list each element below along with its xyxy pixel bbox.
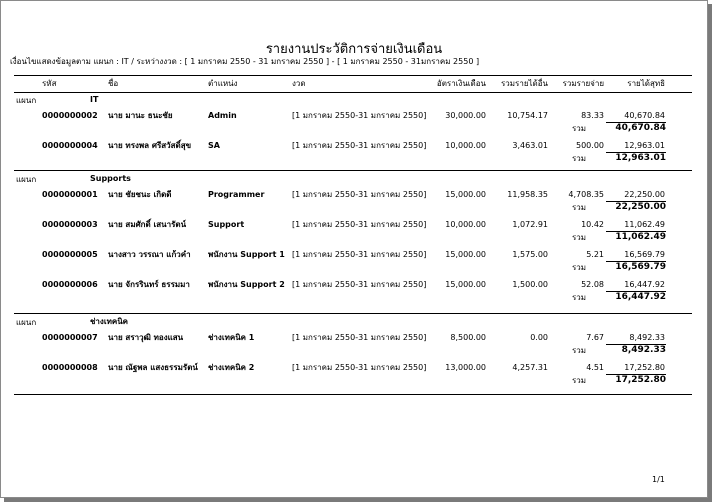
employee-position: พนักงาน Support 1 [208,250,285,259]
employee-code: 0000000001 [42,190,98,199]
col-code: รหัส [42,79,57,88]
employee-net: 16,447.92 [624,280,665,289]
subtotal-label: รวม [572,263,587,272]
employee-period: [1 มกราคม 2550-31 มกราคม 2550] [292,190,427,199]
employee-name: นางสาว วรรณา แก้วคำ [108,250,191,259]
employee-code: 0000000002 [42,111,98,120]
employee-period: [1 มกราคม 2550-31 มกราคม 2550] [292,280,427,289]
employee-net: 16,569.79 [624,250,665,259]
employee-position: พนักงาน Support 2 [208,280,285,289]
employee-code: 0000000008 [42,363,98,372]
employee-net: 12,963.01 [624,141,665,150]
employee-income: 1,500.00 [512,280,548,289]
employee-period: [1 มกราคม 2550-31 มกราคม 2550] [292,363,427,372]
employee-name: นาย ชัยชนะ เกิดดี [108,190,172,199]
employee-salary: 10,000.00 [445,220,486,229]
employee-income: 11,958.35 [507,190,548,199]
employee-salary: 13,000.00 [445,363,486,372]
subtotal-label: รวม [572,233,587,242]
subtotal-value: 40,670.84 [615,123,666,133]
employee-deduct: 10.42 [581,220,604,229]
department-divider [14,313,692,314]
page-shadow-right [708,4,712,500]
employee-deduct: 5.21 [586,250,604,259]
employee-position: Admin [208,111,237,120]
employee-name: นาย ณัฐพล แสงธรรมรัตน์ [108,363,198,372]
department-label: แผนก [16,318,37,327]
employee-net: 11,062.49 [624,220,665,229]
employee-name: นาย จักรรินทร์ ธรรมมา [108,280,190,289]
employee-salary: 15,000.00 [445,280,486,289]
col-net: รายได้สุทธิ [627,79,665,88]
employee-position: Programmer [208,190,265,199]
employee-code: 0000000005 [42,250,98,259]
employee-period: [1 มกราคม 2550-31 มกราคม 2550] [292,111,427,120]
page-number: 1/1 [652,475,665,484]
employee-position: Support [208,220,245,229]
employee-period: [1 มกราคม 2550-31 มกราคม 2550] [292,250,427,259]
col-salary: อัตราเงินเดือน [436,79,486,88]
employee-income: 1,072.91 [512,220,548,229]
subtotal-label: รวม [572,154,587,163]
employee-position: ช่างเทคนิค 2 [208,363,255,372]
page-shadow-bottom [4,498,712,502]
employee-code: 0000000004 [42,141,98,150]
report-title: รายงานประวัติการจ่ายเงินเดือน [265,42,443,57]
employee-deduct: 7.67 [586,333,604,342]
footer-rule [14,394,692,395]
col-position: ตำแหน่ง [208,79,238,88]
subtotal-label: รวม [572,346,587,355]
employee-deduct: 4,708.35 [568,190,604,199]
subtotal-label: รวม [572,203,587,212]
subtotal-value: 12,963.01 [615,153,666,163]
header-bottom-rule [14,92,692,93]
employee-deduct: 52.08 [581,280,604,289]
subtotal-value: 17,252.80 [615,375,666,385]
employee-deduct: 83.33 [581,111,604,120]
employee-name: นาย ทรงพล ศรีสวัสดิ์สุข [108,141,192,150]
employee-deduct: 4.51 [586,363,604,372]
employee-deduct: 500.00 [576,141,604,150]
employee-income: 0.00 [530,333,548,342]
employee-position: SA [208,141,220,150]
employee-income: 10,754.17 [507,111,548,120]
col-deduct: รวมรายจ่าย [562,79,604,88]
subtotal-label: รวม [572,124,587,133]
employee-position: ช่างเทคนิค 1 [208,333,255,342]
subtotal-value: 8,492.33 [621,345,666,355]
employee-name: นาย สมศักดิ์ เสนารัตน์ [108,220,187,229]
department-name: IT [90,95,99,104]
report-condition: เงื่อนไขแสดงข้อมูลตาม แผนก : IT / ระหว่างงวด : [ 1 มกราคม 2550 - 31 มกราคม 2550 ] - [ 1 มกราคม 2550 - 31มกราคม 2550 ] [10,57,480,66]
subtotal-value: 16,447.92 [615,292,666,302]
employee-income: 3,463.01 [512,141,548,150]
employee-net: 40,670.84 [624,111,665,120]
employee-name: นาย มานะ ธนะชัย [108,111,173,120]
employee-period: [1 มกราคม 2550-31 มกราคม 2550] [292,141,427,150]
employee-salary: 8,500.00 [450,333,486,342]
department-name: Supports [90,174,131,183]
employee-code: 0000000003 [42,220,98,229]
col-name: ชื่อ [108,79,119,88]
employee-salary: 15,000.00 [445,190,486,199]
subtotal-label: รวม [572,293,587,302]
subtotal-value: 16,569.79 [615,262,666,272]
employee-income: 4,257.31 [512,363,548,372]
department-label: แผนก [16,175,37,184]
subtotal-value: 22,250.00 [615,202,666,212]
department-label: แผนก [16,96,37,105]
employee-salary: 30,000.00 [445,111,486,120]
employee-period: [1 มกราคม 2550-31 มกราคม 2550] [292,333,427,342]
employee-salary: 15,000.00 [445,250,486,259]
employee-code: 0000000006 [42,280,98,289]
employee-net: 8,492.33 [629,333,665,342]
employee-name: นาย สราวุฒิ ทองแสน [108,333,184,342]
employee-net: 22,250.00 [624,190,665,199]
employee-period: [1 มกราคม 2550-31 มกราคม 2550] [292,220,427,229]
employee-income: 1,575.00 [512,250,548,259]
subtotal-value: 11,062.49 [615,232,666,242]
subtotal-label: รวม [572,376,587,385]
department-name: ช่างเทคนิค [90,317,129,326]
employee-salary: 10,000.00 [445,141,486,150]
employee-code: 0000000007 [42,333,98,342]
employee-net: 17,252.80 [624,363,665,372]
col-period: งวด [292,79,306,88]
department-divider [14,170,692,171]
header-top-rule [14,75,692,76]
col-income: รวมรายได้อื่น [500,79,548,88]
